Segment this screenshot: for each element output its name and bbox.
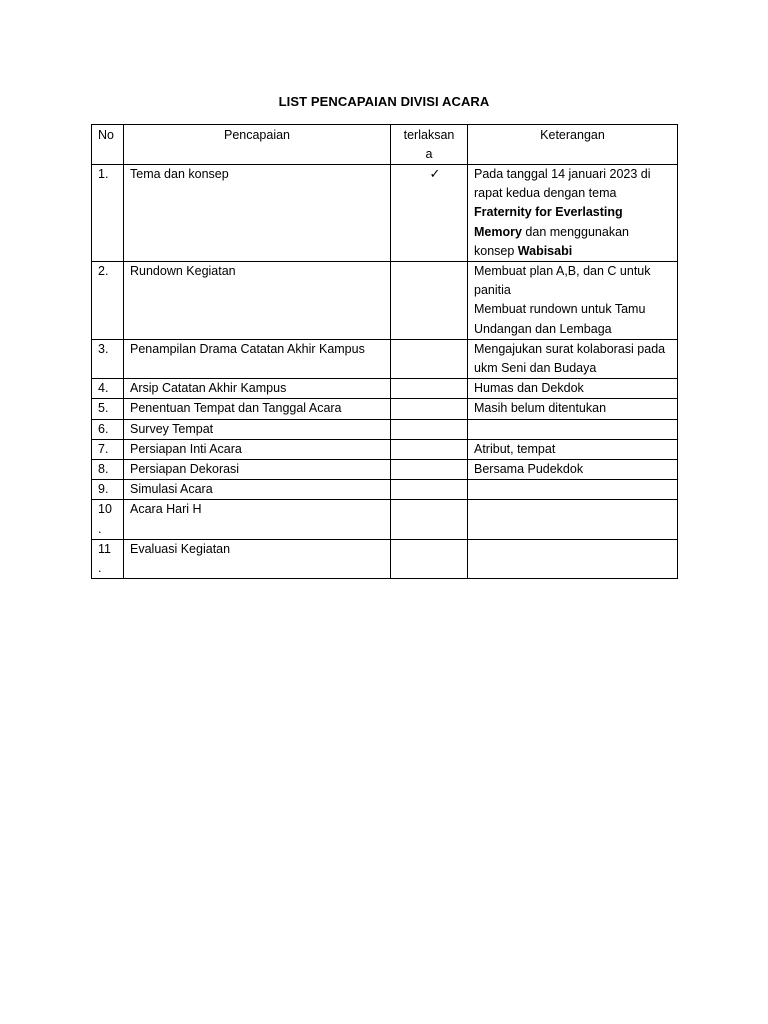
row-keterangan — [468, 480, 678, 500]
row-keterangan: Bersama Pudekdok — [468, 460, 678, 480]
keterangan-line: Membuat rundown untuk Tamu Undangan dan Lembaga — [474, 302, 646, 336]
document-title: LIST PENCAPAIAN DIVISI ACARA — [278, 94, 490, 109]
row-keterangan: Atribut, tempat — [468, 439, 678, 459]
row-keterangan — [468, 419, 678, 439]
row-keterangan — [468, 500, 678, 539]
row-number: 1. — [92, 165, 124, 262]
row-pencapaian: Penampilan Drama Catatan Akhir Kampus — [124, 339, 391, 378]
row-terlaksana — [391, 539, 468, 578]
row-number: 5. — [92, 399, 124, 419]
row-pencapaian: Penentuan Tempat dan Tanggal Acara — [124, 399, 391, 419]
row-keterangan — [468, 262, 678, 340]
table-row — [92, 439, 678, 459]
row-pencapaian: Evaluasi Kegiatan — [124, 539, 391, 578]
table-row — [92, 165, 678, 262]
concept-name: Wabisabi — [517, 243, 573, 258]
row-terlaksana — [391, 262, 468, 340]
row-number: 11 . — [92, 539, 124, 578]
row-number: 8. — [92, 460, 124, 480]
row-pencapaian: Acara Hari H — [124, 500, 391, 539]
row-keterangan: Masih belum ditentukan — [468, 399, 678, 419]
header-no: No — [92, 125, 124, 165]
row-number: 9. — [92, 480, 124, 500]
row-terlaksana — [391, 460, 468, 480]
row-number: 10 . — [92, 500, 124, 539]
row-pencapaian: Persiapan Dekorasi — [124, 460, 391, 480]
table-row — [92, 419, 678, 439]
row-terlaksana — [391, 339, 468, 378]
row-pencapaian: Rundown Kegiatan — [124, 262, 391, 340]
table-header-row — [92, 125, 678, 165]
row-number: 2. — [92, 262, 124, 340]
keterangan-text: dan menggunakan konsep — [474, 224, 629, 258]
header-keterangan: Keterangan — [468, 125, 678, 165]
keterangan-line: Membuat plan A,B, dan C untuk panitia — [474, 264, 651, 298]
row-number: 7. — [92, 439, 124, 459]
row-pencapaian: Persiapan Inti Acara — [124, 439, 391, 459]
row-terlaksana — [391, 379, 468, 399]
theme-name: Fraternity for Everlasting Memory — [474, 205, 623, 239]
checkmark-icon: ✓ — [429, 167, 441, 182]
row-pencapaian: Arsip Catatan Akhir Kampus — [124, 379, 391, 399]
table-row — [92, 339, 678, 378]
row-keterangan: Humas dan Dekdok — [468, 379, 678, 399]
table-row — [92, 460, 678, 480]
row-terlaksana — [391, 500, 468, 539]
row-terlaksana — [391, 165, 468, 262]
header-pencapaian: Pencapaian — [124, 125, 391, 165]
row-keterangan — [468, 539, 678, 578]
row-terlaksana — [391, 439, 468, 459]
table-row — [92, 539, 678, 578]
table-row — [92, 399, 678, 419]
table-row — [92, 480, 678, 500]
achievement-table — [91, 124, 678, 579]
table-row — [92, 500, 678, 539]
table-row — [92, 262, 678, 340]
header-terlaksana: terlaksan a — [391, 125, 468, 165]
keterangan-text: Pada tanggal 14 januari 2023 di rapat kedua dengan tema — [474, 167, 651, 201]
row-pencapaian: Simulasi Acara — [124, 480, 391, 500]
table-row — [92, 379, 678, 399]
row-terlaksana — [391, 419, 468, 439]
row-number: 6. — [92, 419, 124, 439]
row-pencapaian: Survey Tempat — [124, 419, 391, 439]
row-number: 3. — [92, 339, 124, 378]
row-number: 4. — [92, 379, 124, 399]
row-terlaksana — [391, 480, 468, 500]
row-keterangan — [468, 165, 678, 262]
row-pencapaian: Tema dan konsep — [124, 165, 391, 262]
row-terlaksana — [391, 399, 468, 419]
row-keterangan: Mengajukan surat kolaborasi pada ukm Seni dan Budaya — [468, 339, 678, 378]
